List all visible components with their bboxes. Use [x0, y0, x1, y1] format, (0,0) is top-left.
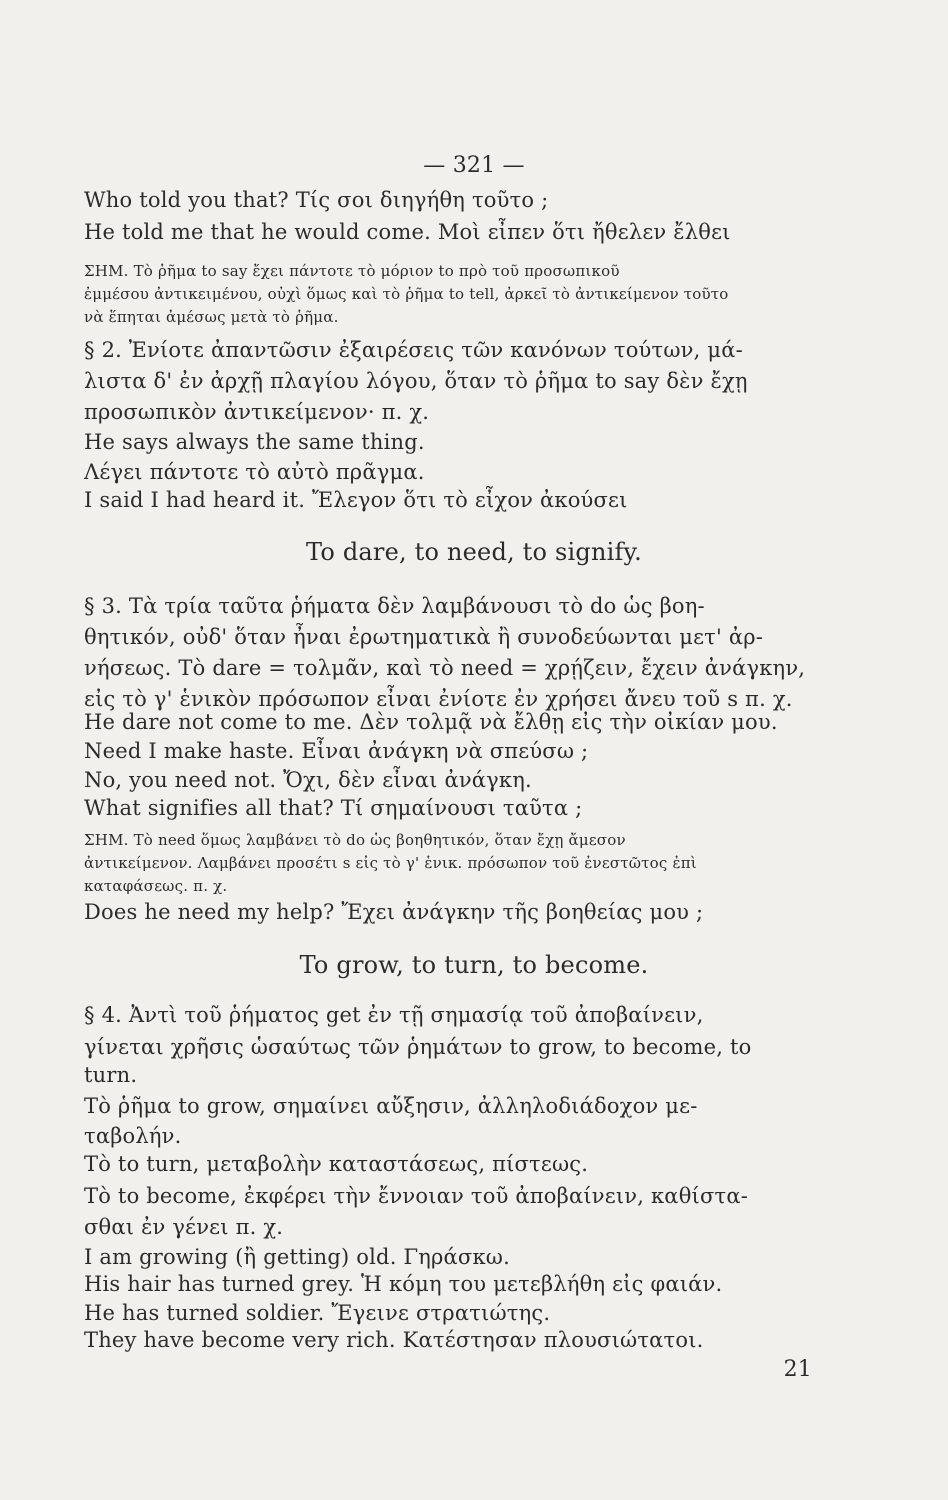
text-line: No, you need not. Ὄχι, δὲν εἶναι ἀνάγκη.: [84, 768, 532, 792]
text-line: εἰς τὸ γ' ἑνικὸν πρόσωπον εἶναι ἐνίοτε ἐν χρήσει ἄνευ τοῦ s π. χ.: [84, 687, 793, 711]
note-line: ΣΗΜ. Τὸ need ὅμως λαμβάνει τὸ do ὡς βοηθητικόν, ὅταν ἔχῃ ἄμεσον: [84, 831, 626, 849]
text-line: He has turned soldier. Ἔγεινε στρατιώτης.: [84, 1301, 551, 1325]
page-number: — 321 —: [423, 153, 525, 178]
text-line: He says always the same thing.: [84, 430, 425, 454]
signature-mark: 21: [783, 1357, 812, 1382]
text-line: ταβολήν.: [84, 1124, 182, 1148]
note-line: καταφάσεως. π. χ.: [84, 877, 228, 895]
text-line: Τὸ to turn, μεταβολὴν καταστάσεως, πίστεως.: [84, 1152, 589, 1176]
note-line: ἐμμέσου ἀντικειμένου, οὐχὶ ὅμως καὶ τὸ ῥῆμα to tell, ἀρκεῖ τὸ ἀντικείμενον τοῦτο: [84, 285, 729, 303]
section-heading: To grow, to turn, to become.: [299, 951, 649, 979]
text-line: He told me that he would come. Μοὶ εἶπεν ὅτι ἤθελεν ἔλθει: [84, 220, 731, 244]
text-line: I am growing (ἢ getting) old. Γηράσκω.: [84, 1245, 510, 1269]
text-line: turn.: [84, 1063, 138, 1087]
text-line: Who told you that? Τίς σοι διηγήθη τοῦτο ;: [84, 188, 549, 212]
text-line: I said I had heard it. Ἔλεγον ὅτι τὸ εἶχον ἀκούσει: [84, 488, 628, 512]
text-line: Need I make haste. Εἶναι ἀνάγκη νὰ σπεύσω ;: [84, 739, 589, 763]
text-line: προσωπικὸν ἀντικείμενον· π. χ.: [84, 400, 430, 424]
text-line: What signifies all that? Τί σημαίνουσι ταῦτα ;: [84, 796, 583, 820]
note-line: ΣΗΜ. Τὸ ῥῆμα to say ἔχει πάντοτε τὸ μόριον to πρὸ τοῦ προσωπικοῦ: [84, 262, 620, 280]
text-line: νήσεως. Τὸ dare = τολμᾶν, καὶ τὸ need = χρῄζειν, ἔχειν ἀνάγκην,: [84, 656, 806, 680]
text-line: His hair has turned grey. Ἡ κόμη του μετεβλήθη εἰς φαιάν.: [84, 1272, 723, 1296]
text-line: Τὸ ῥῆμα to grow, σημαίνει αὔξησιν, ἀλληλοδιάδοχον με-: [84, 1094, 698, 1118]
text-line: σθαι ἐν γένει π. χ.: [84, 1215, 284, 1239]
note-line: ἀντικείμενον. Λαμβάνει προσέτι s εἰς τὸ γ' ἑνικ. πρόσωπον τοῦ ἐνεστῶτος ἐπὶ: [84, 854, 697, 872]
text-line: § 2. Ἐνίοτε ἀπαντῶσιν ἐξαιρέσεις τῶν κανόνων τούτων, μά-: [84, 338, 743, 362]
text-line: They have become very rich. Κατέστησαν πλουσιώτατοι.: [84, 1328, 704, 1352]
note-line: νὰ ἕπηται ἀμέσως μετὰ τὸ ῥῆμα.: [84, 308, 339, 326]
text-line: § 4. Ἀντὶ τοῦ ῥήματος get ἐν τῇ σημασίᾳ τοῦ ἀποβαίνειν,: [84, 1003, 704, 1027]
text-line: γίνεται χρῆσις ὡσαύτως τῶν ῥημάτων to grow, to become, to: [84, 1035, 752, 1059]
text-line: Λέγει πάντοτε τὸ αὐτὸ πρᾶγμα.: [84, 460, 425, 484]
text-line: λιστα δ' ἐν ἀρχῇ πλαγίου λόγου, ὅταν τὸ ῥῆμα to say δὲν ἔχῃ: [84, 369, 748, 393]
text-line: He dare not come to me. Δὲν τολμᾷ νὰ ἔλθῃ εἰς τὴν οἰκίαν μου.: [84, 710, 778, 734]
text-line: § 3. Τὰ τρία ταῦτα ῥήματα δὲν λαμβάνουσι τὸ do ὡς βοη-: [84, 594, 705, 618]
section-heading: To dare, to need, to signify.: [306, 538, 642, 566]
text-line: Τὸ to become, ἐκφέρει τὴν ἔννοιαν τοῦ ἀποβαίνειν, καθίστα-: [84, 1184, 748, 1208]
text-line: θητικόν, οὐδ' ὅταν ἦναι ἐρωτηματικὰ ἢ συνοδεύωνται μετ' ἀρ-: [84, 625, 764, 649]
text-line: Does he need my help? Ἔχει ἀνάγκην τῆς βοηθείας μου ;: [84, 900, 704, 924]
